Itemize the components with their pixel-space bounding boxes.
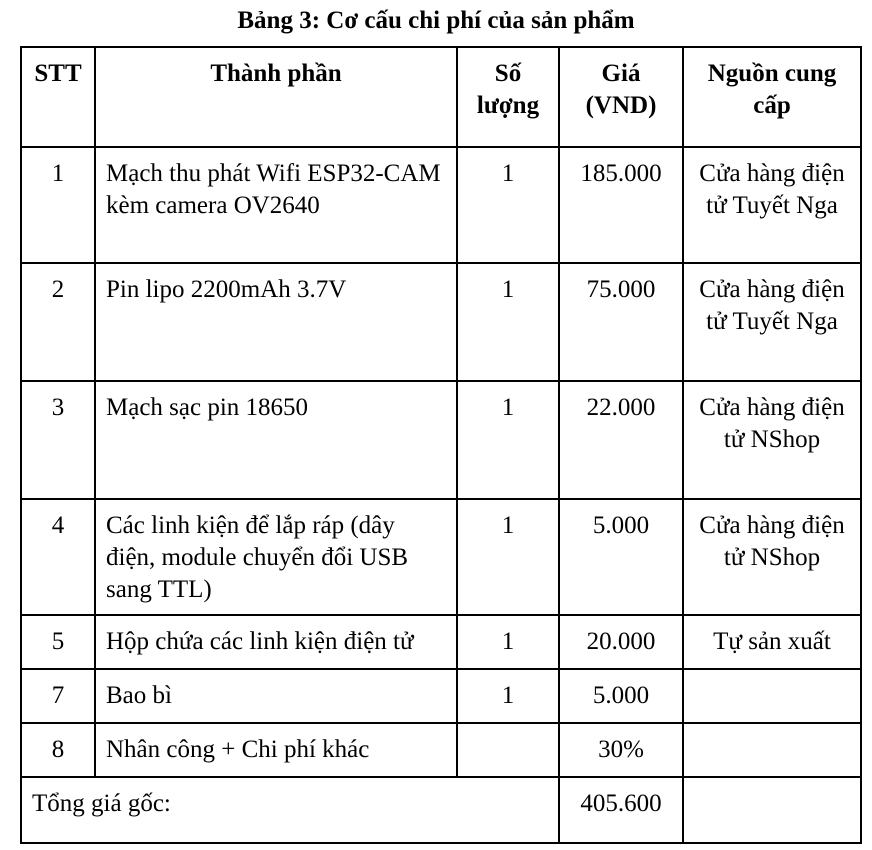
cell-supplier	[683, 669, 861, 723]
cost-structure-table	[20, 46, 862, 844]
header-supplier: Nguồn cung cấp	[683, 47, 861, 147]
cell-supplier: Tự sản xuất	[683, 615, 861, 669]
cell-quantity: 1	[457, 669, 559, 723]
cell-price: 5.000	[559, 669, 683, 723]
total-supplier-empty	[683, 777, 861, 843]
header-quantity: Số lượng	[457, 47, 559, 147]
cell-stt: 3	[21, 381, 95, 499]
table-row	[21, 263, 861, 381]
cell-supplier	[683, 723, 861, 777]
cell-supplier: Cửa hàng điện tử Tuyết Nga	[683, 147, 861, 263]
cell-price: 75.000	[559, 263, 683, 381]
cell-stt: 5	[21, 615, 95, 669]
cell-price: 5.000	[559, 499, 683, 615]
header-stt: STT	[21, 47, 95, 147]
header-row	[21, 47, 861, 147]
cell-quantity: 1	[457, 499, 559, 615]
cell-component: Nhân công + Chi phí khác	[95, 723, 457, 777]
cell-price: 20.000	[559, 615, 683, 669]
cell-quantity: 1	[457, 615, 559, 669]
total-value: 405.600	[559, 777, 683, 843]
table-caption: Bảng 3: Cơ cấu chi phí của sản phẩm	[237, 7, 635, 34]
table-row	[21, 381, 861, 499]
table-row	[21, 499, 861, 615]
cell-price: 22.000	[559, 381, 683, 499]
cell-price: 30%	[559, 723, 683, 777]
cell-stt: 4	[21, 499, 95, 615]
cell-component: Pin lipo 2200mAh 3.7V	[95, 263, 457, 381]
cell-supplier: Cửa hàng điện tử NShop	[683, 499, 861, 615]
table-row	[21, 615, 861, 669]
cell-quantity	[457, 723, 559, 777]
cell-component: Các linh kiện để lắp ráp (dây điện, module chuyển đổi USB sang TTL)	[95, 499, 457, 615]
total-label: Tổng giá gốc:	[21, 777, 559, 843]
table-row	[21, 723, 861, 777]
cell-component: Hộp chứa các linh kiện điện tử	[95, 615, 457, 669]
cell-price: 185.000	[559, 147, 683, 263]
cell-component: Mạch thu phát Wifi ESP32-CAM kèm camera OV2640	[95, 147, 457, 263]
cell-stt: 1	[21, 147, 95, 263]
cell-quantity: 1	[457, 381, 559, 499]
cell-quantity: 1	[457, 147, 559, 263]
cell-component: Mạch sạc pin 18650	[95, 381, 457, 499]
cell-stt: 2	[21, 263, 95, 381]
header-component: Thành phần	[95, 47, 457, 147]
total-row	[21, 777, 861, 843]
cell-supplier: Cửa hàng điện tử NShop	[683, 381, 861, 499]
table-row	[21, 669, 861, 723]
cell-quantity: 1	[457, 263, 559, 381]
header-price: Giá (VND)	[559, 47, 683, 147]
cell-stt: 8	[21, 723, 95, 777]
table-row	[21, 147, 861, 263]
cell-supplier: Cửa hàng điện tử Tuyết Nga	[683, 263, 861, 381]
cell-component: Bao bì	[95, 669, 457, 723]
cell-stt: 7	[21, 669, 95, 723]
